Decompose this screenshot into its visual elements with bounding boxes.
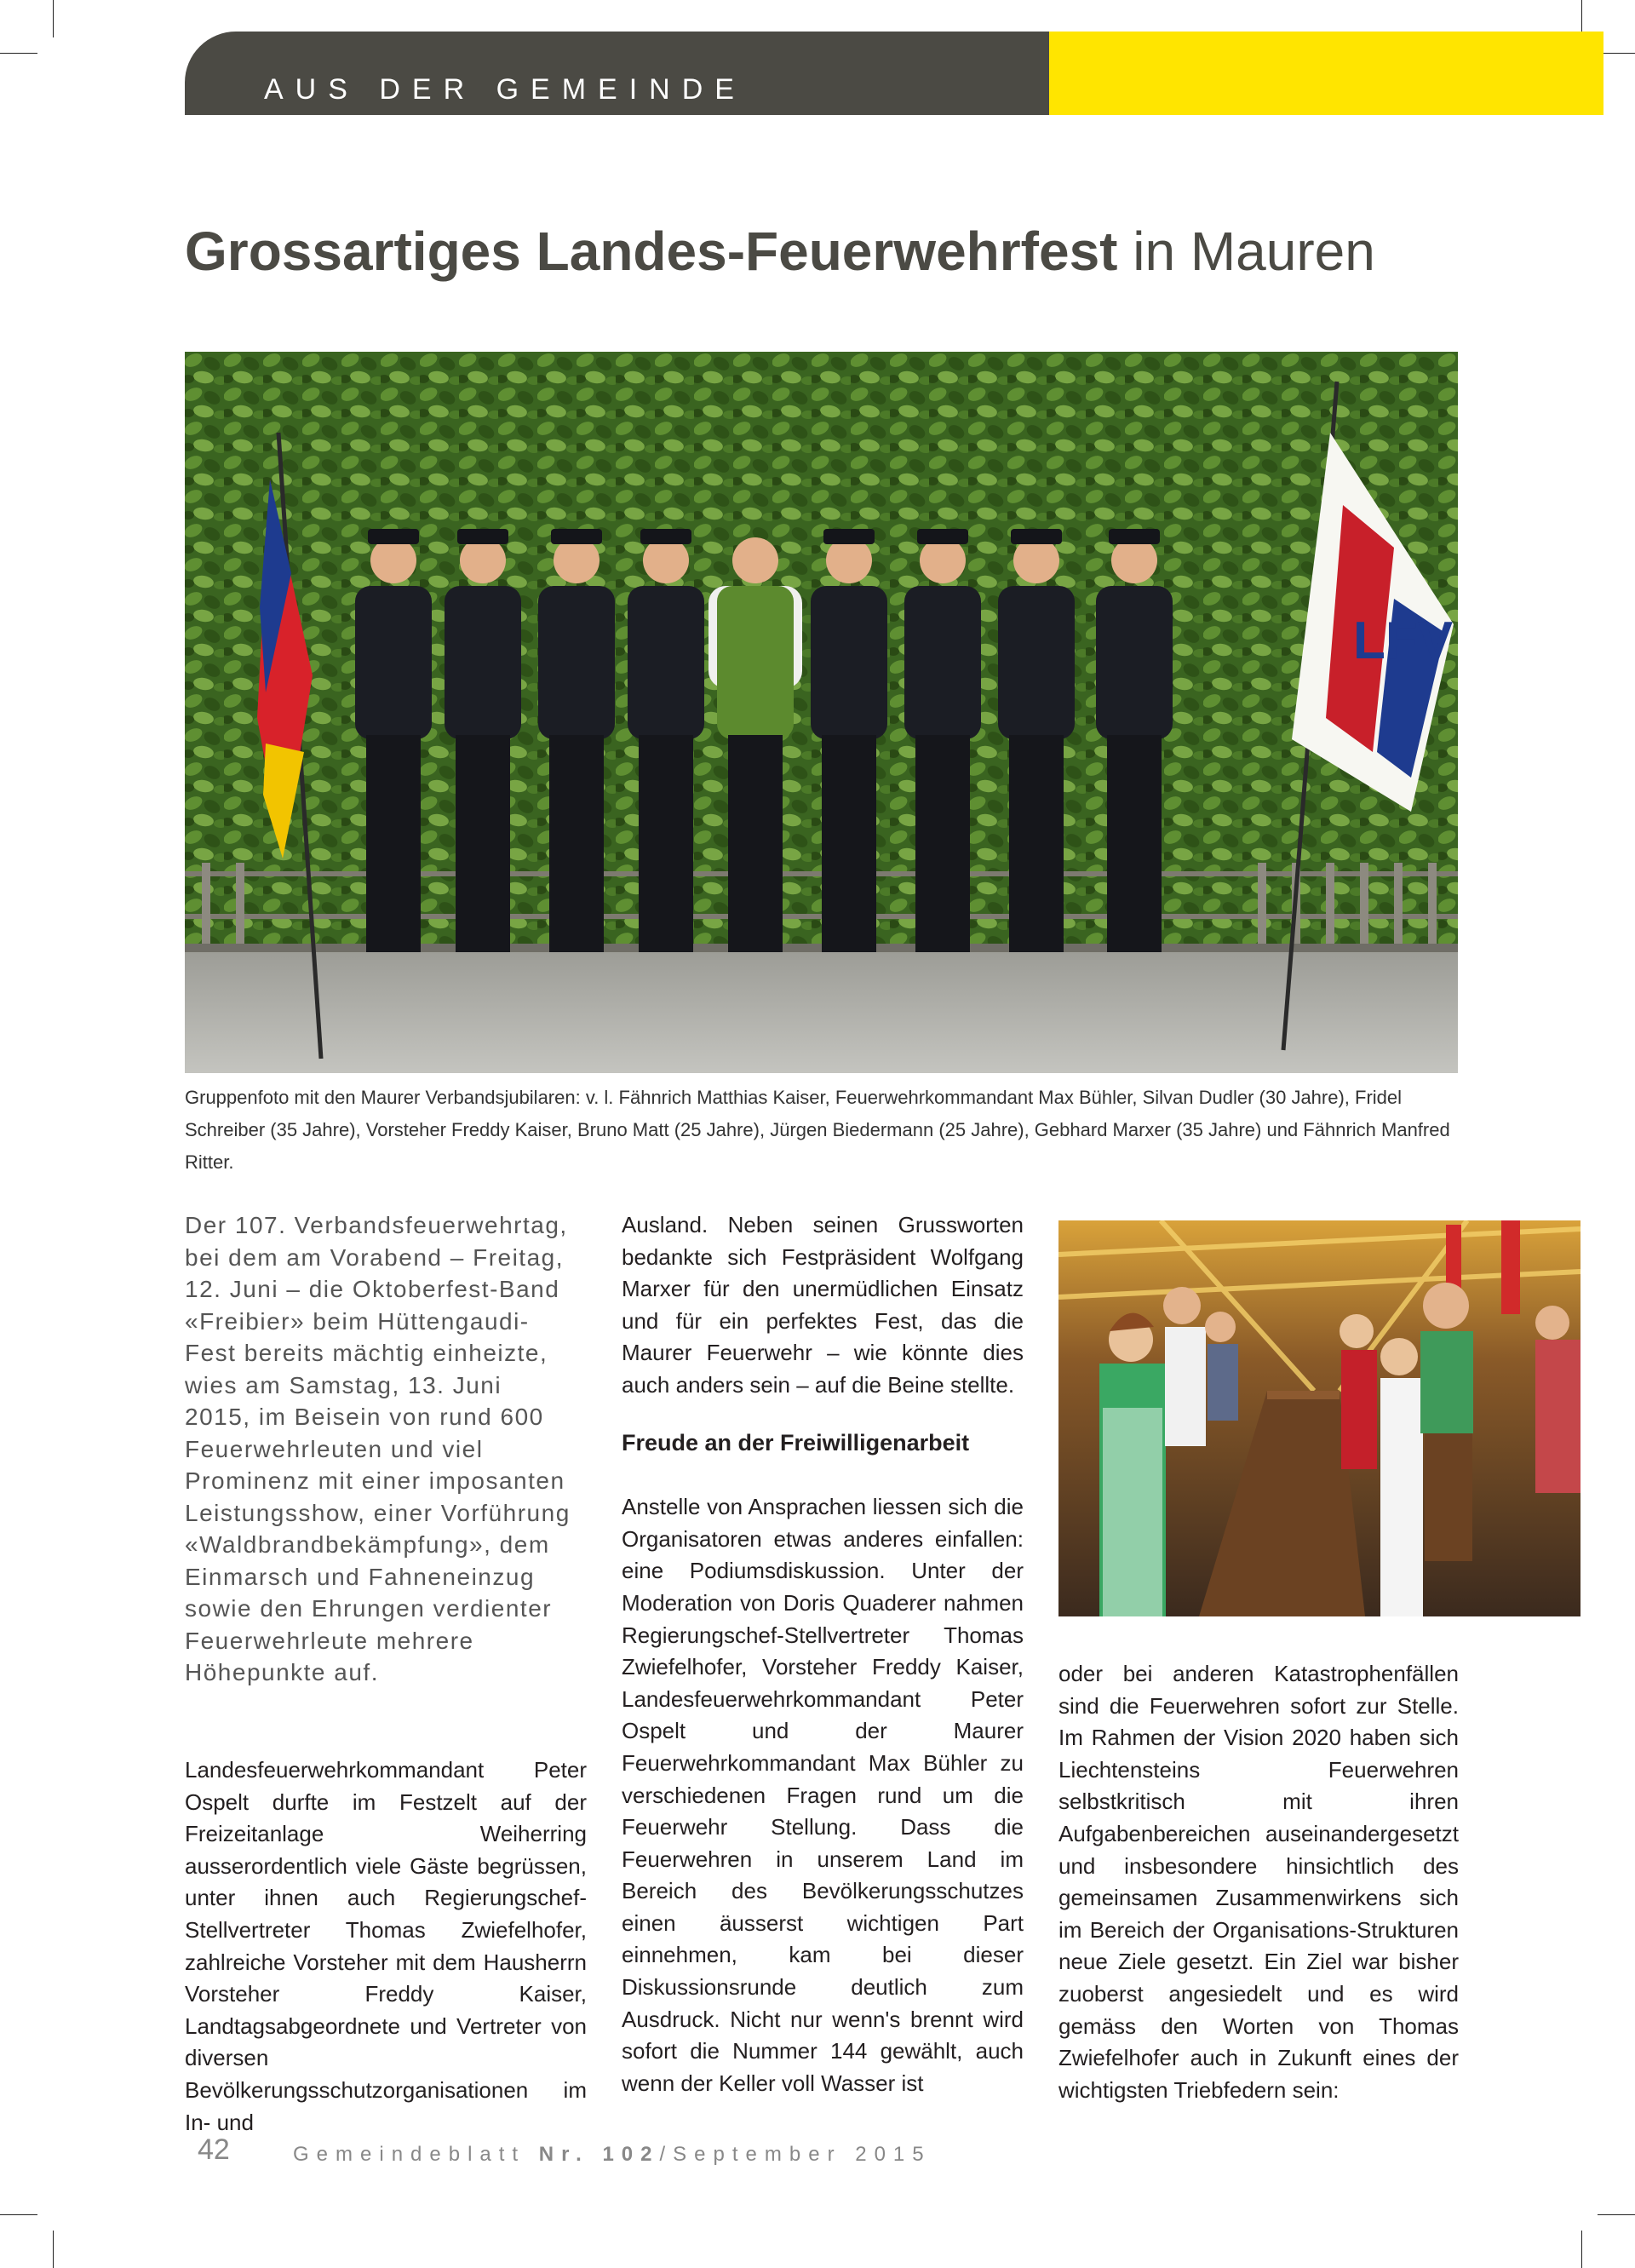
subheading: Freude an der Freiwilligenarbeit (622, 1429, 970, 1456)
page-number: 42 (198, 2133, 230, 2166)
crop-mark (0, 2214, 37, 2215)
person-figure (538, 529, 615, 952)
person-figure (445, 529, 521, 952)
article-title (185, 220, 1375, 283)
group-photo (185, 352, 1458, 1073)
crop-mark (0, 53, 37, 54)
person-figure (998, 529, 1075, 952)
article-column-3 (1058, 1658, 1459, 2106)
photo-caption: Gruppenfoto mit den Maurer Verbandsjubilaren: v. l. Fähnrich Matthias Kaiser, Feuerwehrkommandant Max Bühler, Silvan Dudler (30 Jahre), Fridel Schreiber (35 Jahre), Vorsteher Freddy Kaiser, Bruno Matt (25 Jahre), Jürgen Biedermann (25 Jahre), Gebhard Marxer (35 Jahre) und Fähnrich Manfred Ritter. (185, 1087, 1450, 1173)
person-figure (355, 529, 432, 952)
crop-mark (53, 2231, 54, 2268)
festival-photo (1058, 1220, 1580, 1616)
body-paragraph: oder bei anderen Katastrophenfällen sind die Feuerwehren sofort zur Stelle. Im Rahmen der Vision 2020 haben sich Liechtensteins Feuerwehren selbstkritisch mit ihren Aufgabenbereichen auseinandergesetzt und insbesondere hinsichtlich des gemeinsamen Zusammenwirkens sich im Bereich der Organisations-Strukturen neue Ziele gesetzt. Ein Ziel war bisher zuoberst angesiedelt und es wird gemäss den Worten von Thomas Zwiefelhofer auch in Zukunft eines der wichtigsten Triebfedern sein: (1058, 1661, 1459, 2103)
article-column-2 (622, 1209, 1024, 2099)
person-figure (904, 529, 981, 952)
section-label: AUS DER GEMEINDE (264, 73, 746, 106)
intro-paragraph: Der 107. Verbandsfeuerwehrtag, bei dem am Vorabend – Freitag, 12. Juni – die Oktoberfest-Band «Freibier» beim Hüttengaudi-Fest bereits mächtig einheizte, wies am Samstag, 13. Juni 2015, im Beisein von rund 600 Feuerwehrleuten und viel Prominenz mit einer imposanten Leistungsshow, einer Vorführung «Waldbrandbekämpfung», dem Einmarsch und Fahneneinzug sowie den Ehrungen verdienter Feuerwehrleute mehrere Höhepunkte auf. (185, 1212, 571, 1685)
section-header-accent (1049, 32, 1603, 115)
person-figure (628, 529, 704, 952)
article-column-1 (185, 1754, 587, 2139)
flag-letters: LFV (1353, 611, 1454, 670)
article-intro (185, 1209, 575, 1689)
issue-number: Nr. 102 (538, 2143, 660, 2166)
crop-mark (1598, 2214, 1635, 2215)
body-paragraph: Anstelle von Ansprachen liessen sich die Organisatoren etwas anderes einfallen: eine Podiumsdiskussion. Unter der Moderation von Doris Quaderer nahmen Regierungschef-Stellvertreter Thomas Zwiefelhofer, Vorsteher Freddy Kaiser, Landesfeuerwehrkommandant Peter Ospelt und der Maurer Feuerwehrkommandant Max Bühler zu verschiedenen Fragen rund um die Feuerwehr Stellung. Dass die Feuerwehren in unserem Land im Bereich des Bevölkerungsschutzes einen äusserst wichtigen Part einnehmen, kam bei dieser Diskussionsrunde deutlich zum Ausdruck. Nicht nur wenn's brennt wird sofort die Nummer 144 gewählt, auch wenn der Keller voll Wasser ist (622, 1494, 1024, 2096)
publication-footer (293, 2143, 932, 2167)
issue-date: /September 2015 (659, 2143, 932, 2166)
body-paragraph: Ausland. Neben seinen Grussworten bedankte sich Festpräsident Wolfgang Marxer für den unermüdlichen Einsatz und für ein perfektes Fest, das die Maurer Feuerwehr – wie könnte dies auch anders sein – auf die Beine stellte. (622, 1212, 1024, 1398)
article-title-rest: in Mauren (1117, 221, 1375, 282)
publication-name: Gemeindeblatt (293, 2143, 539, 2166)
body-paragraph: Landesfeuerwehrkommandant Peter Ospelt durfte im Festzelt auf der Freizeitanlage Weiherring ausserordentlich viele Gäste begrüssen, unter ihnen auch Regierungschef-Stellvertreter Thomas Zwiefelhofer, zahlreiche Vorsteher mit dem Hausherrn Vorsteher Freddy Kaiser, Landtagsabgeordnete und Vertreter von diversen Bevölkerungsschutzorganisationen im In- und (185, 1757, 587, 2135)
person-figure (811, 529, 887, 952)
crop-mark (53, 0, 54, 37)
person-figure (1096, 529, 1173, 952)
crop-mark (1581, 2231, 1582, 2268)
article-title-bold: Grossartiges Landes-Feuerwehrfest (185, 221, 1118, 282)
